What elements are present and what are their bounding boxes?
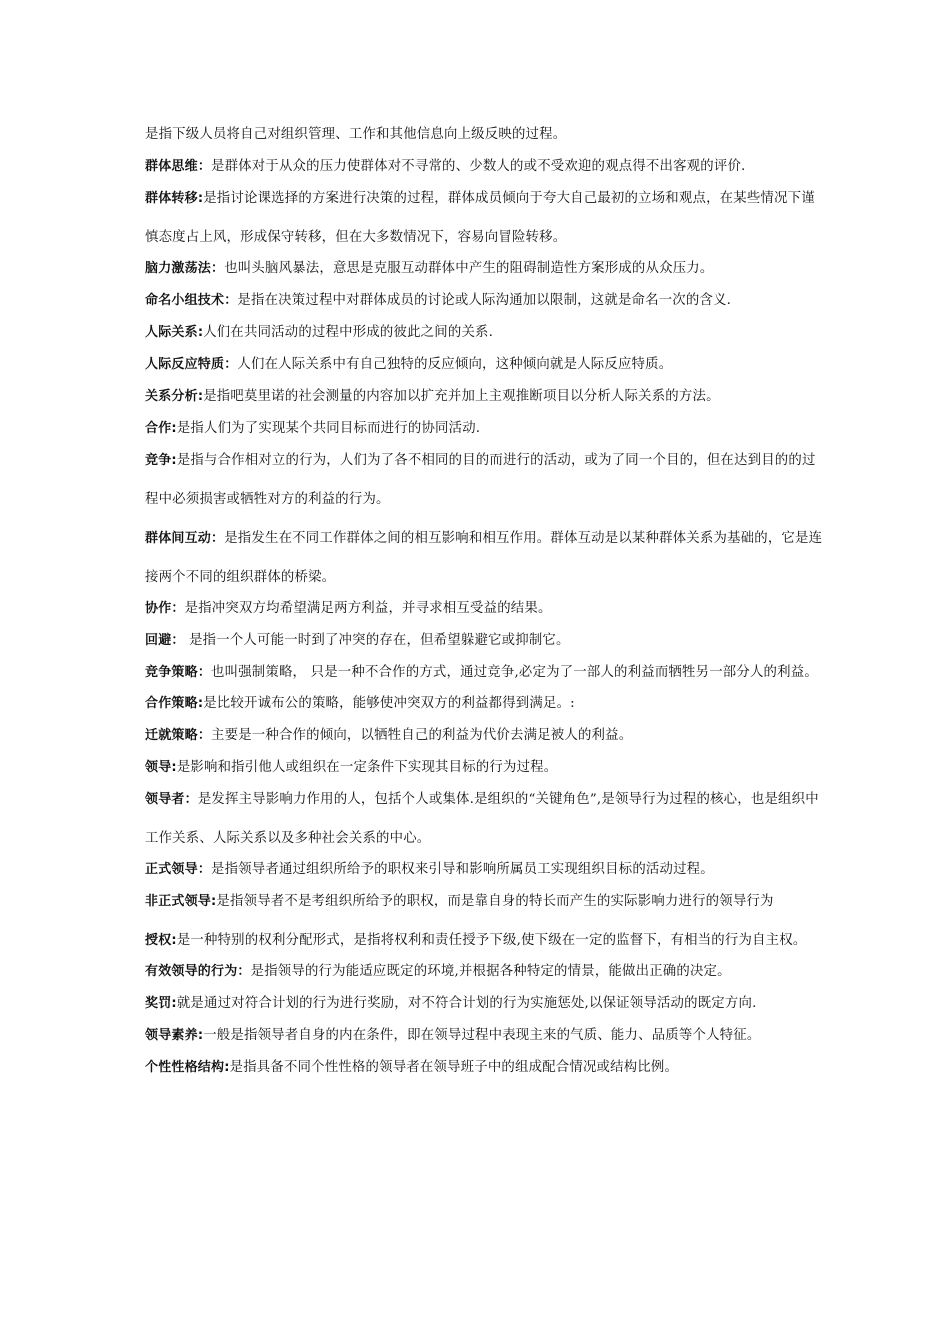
- glossary-entry: [145, 441, 825, 519]
- glossary-definition: 是一种特别的权利分配形式，是指将权利和责任授予下级,使下级在一定的监督下，有相当的行为自主权。: [176, 933, 807, 948]
- term-separator: :: [171, 996, 177, 1011]
- glossary-definition: 主要是一种合作的倾向，以牺牲自己的利益为代价去满足被人的利益。: [211, 728, 633, 743]
- glossary-definition: 是群体对于从众的压力使群体对不寻常的、少数人的或不受欢迎的观点得不出客观的评价.: [211, 159, 746, 174]
- term-separator: ：: [171, 633, 185, 648]
- glossary-term: 回避: [145, 633, 172, 648]
- glossary-entry: [145, 257, 825, 281]
- term-separator: :: [197, 191, 204, 206]
- glossary-definition: 是指人们为了实现某个共同目标而进行的协同活动.: [176, 421, 481, 436]
- glossary-entry: [145, 417, 825, 441]
- glossary-entry: [145, 858, 825, 882]
- term-separator: ：: [197, 862, 212, 877]
- glossary-term: 有效领导的行为: [145, 964, 238, 979]
- glossary-term: 协作: [145, 601, 172, 616]
- glossary-definition: 人们在共同活动的过程中形成的彼此之间的关系.: [203, 325, 494, 340]
- glossary-definition: 是影响和指引他人或组织在一定条件下实现其目标的行为过程。: [176, 760, 558, 775]
- glossary-entry: [145, 921, 825, 960]
- glossary-entry: [145, 179, 825, 257]
- glossary-term: 迁就策略: [145, 728, 198, 743]
- glossary-definition: 是指领导者不是考组织所给予的职权，而是靠自身的特长而产生的实际影响力进行的领导行为: [216, 894, 774, 909]
- glossary-definition: 是指具备不同个性性格的领导者在领导班子中的组成配合情况或结构比例。: [229, 1060, 679, 1075]
- glossary-definition: 就是通过对符合计划的行为进行奖励，对不符合计划的行为实施惩处,以保证领导活动的既定方向.: [176, 996, 757, 1011]
- term-separator: :: [197, 389, 204, 404]
- glossary-term: 个性性格结构: [145, 1060, 225, 1075]
- glossary-definition: 是指在决策过程中对群体成员的讨论或人际沟通加以限制，这就是命名一次的含义.: [237, 293, 732, 308]
- glossary-definition: 一般是指领导者自身的内在条件，即在领导过程中表现主来的气质、能力、品质等个人特征。: [203, 1028, 761, 1043]
- glossary-term: 正式领导: [145, 862, 198, 877]
- term-separator: ：: [184, 792, 198, 807]
- glossary-entry: [145, 385, 825, 409]
- glossary-term: 命名小组技术: [145, 293, 225, 308]
- glossary-definition: 也叫头脑风暴法，意思是克服互动群体中产生的阻碍制造性方案形成的从众压力。: [224, 261, 714, 276]
- glossary-definition: 是指讨论课选择的方案进行决策的过程，群体成员倾向于夸大自己最初的立场和观点，在某些情况下谨慎态度占上风，形成保守转移，但在大多数情况下，容易向冒险转移。: [145, 191, 815, 245]
- glossary-definition: 是指吧莫里诺的社会测量的内容加以扩充并加上主观推断项目以分析人际关系的方法。: [203, 389, 720, 404]
- glossary-term: 竞争策略: [145, 665, 198, 680]
- term-separator: ：: [197, 728, 212, 743]
- term-separator: ：: [197, 665, 212, 680]
- glossary-entry: [145, 289, 825, 313]
- glossary-entry: [145, 519, 825, 597]
- glossary-entry: [145, 629, 825, 653]
- glossary-term: 脑力激荡法: [145, 261, 212, 276]
- glossary-definition: 是指领导的行为能适应既定的环境,并根据各种特定的情景，能做出正确的决定。: [250, 964, 731, 979]
- glossary-term: 群体思维: [145, 159, 198, 174]
- lead-paragraph: [145, 123, 825, 147]
- glossary-term: 领导: [145, 760, 172, 775]
- term-separator: ：: [237, 964, 251, 979]
- glossary-term: 人际反应特质: [145, 357, 225, 372]
- term-separator: :: [171, 760, 177, 775]
- term-separator: ：: [224, 357, 238, 372]
- glossary-entry: [145, 1056, 825, 1080]
- glossary-entry: [145, 597, 825, 621]
- paragraph-text: 是指下级人员将自己对组织管理、工作和其他信息向上级反映的过程。: [145, 127, 567, 142]
- term-separator: :: [211, 894, 217, 909]
- glossary-term: 群体转移: [145, 191, 198, 206]
- glossary-term: 合作: [145, 421, 172, 436]
- glossary-definition: 是比较开诚布公的策略，能够使冲突双方的利益都得到满足。:: [203, 696, 575, 711]
- glossary-term: 竞争: [145, 453, 172, 468]
- glossary-term: 授权: [145, 933, 172, 948]
- term-separator: ：: [171, 601, 185, 616]
- glossary-entry: [145, 780, 825, 858]
- glossary-term: 关系分析: [145, 389, 198, 404]
- term-separator: :: [197, 1028, 204, 1043]
- term-separator: ：: [211, 531, 225, 546]
- glossary-definition: 是指冲突双方均希望满足两方利益，并寻求相互受益的结果。: [184, 601, 552, 616]
- glossary-term: 群体间互动: [145, 531, 212, 546]
- glossary-entry: [145, 1024, 825, 1048]
- term-separator: ：: [197, 159, 212, 174]
- term-separator: :: [197, 696, 204, 711]
- glossary-list: [145, 155, 825, 1080]
- term-separator: ：: [224, 293, 238, 308]
- glossary-entry: [145, 882, 825, 921]
- glossary-definition: 是指领导者通过组织所给予的职权来引导和影响所属员工实现组织目标的活动过程。: [211, 862, 714, 877]
- glossary-entry: [145, 992, 825, 1016]
- glossary-term: 人际关系: [145, 325, 198, 340]
- glossary-term: 奖罚: [145, 996, 172, 1011]
- glossary-term: 领导素养: [145, 1028, 198, 1043]
- glossary-term: 非正式领导: [145, 894, 212, 909]
- glossary-definition: 是指与合作相对立的行为，人们为了各不相同的目的而进行的活动，或为了同一个目的，但在达到目的的过程中必须损害或牺牲对方的利益的行为。: [145, 453, 816, 507]
- term-separator: :: [171, 421, 177, 436]
- glossary-entry: [145, 155, 825, 179]
- glossary-entry: [145, 692, 825, 716]
- glossary-definition: 是指发生在不同工作群体之间的相互影响和相互作用。群体互动是以某种群体关系为基础的，它是连接两个不同的组织群体的桥梁。: [145, 531, 823, 585]
- glossary-entry: [145, 653, 825, 692]
- term-separator: :: [171, 933, 177, 948]
- glossary-entry: [145, 724, 825, 748]
- glossary-entry: [145, 756, 825, 780]
- glossary-entry: [145, 321, 825, 345]
- glossary-entry: [145, 960, 825, 984]
- glossary-entry: [145, 353, 825, 377]
- glossary-definition: 是发挥主导影响力作用的人，包括个人或集体.是组织的“关键角色”,是领导行为过程的核心，也是组织中工作关系、人际关系以及多种社会关系的中心。: [145, 792, 819, 846]
- term-separator: ：: [211, 261, 225, 276]
- glossary-term: 合作策略: [145, 696, 198, 711]
- term-separator: :: [171, 453, 177, 468]
- document-body: [145, 123, 825, 1088]
- glossary-definition: 是指一个人可能一时到了冲突的存在，但希望躲避它或抑制它。: [184, 633, 570, 648]
- glossary-definition: 也叫强制策略， 只是一种不合作的方式，通过竞争,必定为了一部人的利益而牺牲另一部分人的利益。: [211, 665, 818, 680]
- term-separator: :: [197, 325, 204, 340]
- glossary-definition: 人们在人际关系中有自己独特的反应倾向，这种倾向就是人际反应特质。: [237, 357, 673, 372]
- glossary-term: 领导者: [145, 792, 185, 807]
- term-separator: :: [224, 1060, 230, 1075]
